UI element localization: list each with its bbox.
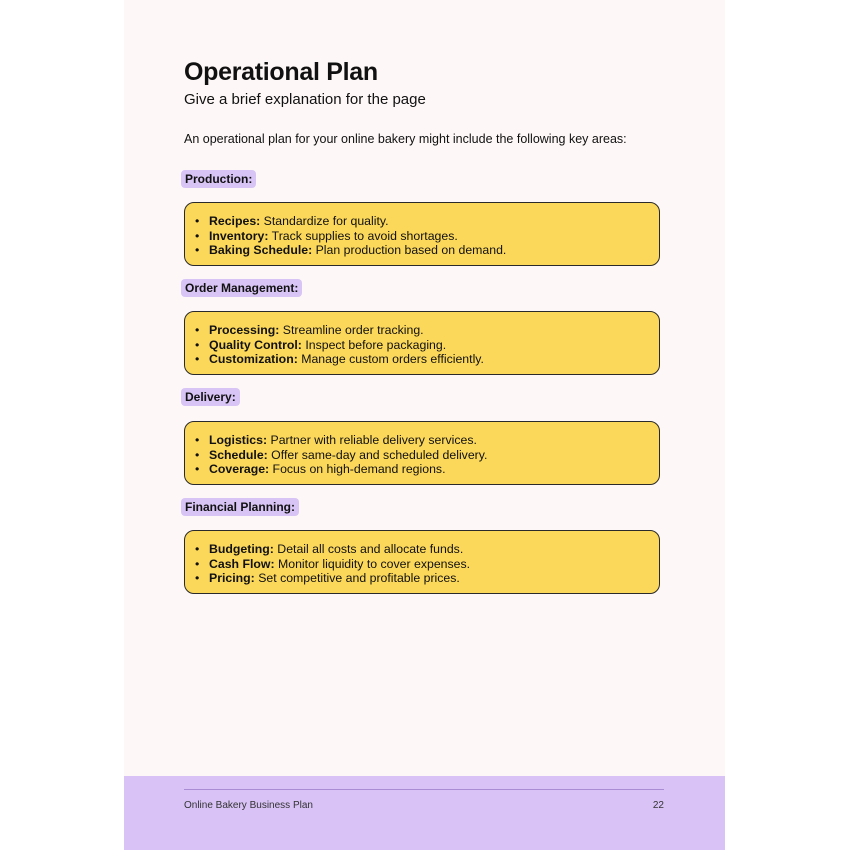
list-item — [195, 557, 470, 572]
section-box-delivery — [184, 421, 660, 485]
item-term: Coverage: — [209, 462, 270, 477]
section-box-production — [184, 202, 660, 266]
item-text: Offer same-day and scheduled delivery. — [267, 447, 488, 462]
item-term: Inventory: — [209, 228, 269, 243]
item-text: Detail all costs and allocate funds. — [273, 542, 464, 556]
item-text: Partner with reliable delivery services. — [267, 433, 477, 447]
item-term: Processing: — [209, 323, 280, 337]
list-item — [195, 323, 484, 338]
intro-text: An operational plan for your online bakery might include the following key areas: — [184, 132, 627, 146]
item-term: Baking Schedule: — [209, 243, 313, 258]
item-text: Focus on high-demand regions. — [269, 462, 446, 477]
item-text: Manage custom orders efficiently. — [297, 352, 484, 367]
item-term: Quality Control: — [209, 337, 302, 352]
list-item — [195, 448, 487, 463]
list-item — [195, 433, 487, 448]
list-item — [195, 462, 487, 477]
page-number: 22 — [652, 800, 664, 811]
list-item — [195, 229, 506, 244]
list-item — [195, 542, 470, 557]
list-item — [195, 352, 484, 367]
page-subtitle: Give a brief explanation for the page — [184, 91, 426, 108]
item-text: Set competitive and profitable prices. — [254, 571, 460, 586]
item-text: Track supplies to avoid shortages. — [268, 228, 458, 243]
section-label-order-management: Order Management: — [181, 279, 302, 297]
item-text: Monitor liquidity to cover expenses. — [274, 556, 471, 571]
item-term: Schedule: — [209, 447, 268, 462]
page-footer — [124, 776, 725, 850]
section-box-order-management — [184, 311, 660, 375]
item-term: Pricing: — [209, 571, 255, 586]
footer-title: Online Bakery Business Plan — [184, 800, 313, 811]
list-item — [195, 571, 470, 586]
item-term: Budgeting: — [209, 542, 274, 556]
page-title: Operational Plan — [184, 58, 378, 86]
document-page — [124, 0, 725, 850]
item-term: Customization: — [209, 352, 298, 367]
item-term: Cash Flow: — [209, 556, 275, 571]
item-term: Recipes: — [209, 214, 261, 228]
item-text: Inspect before packaging. — [301, 337, 447, 352]
section-label-production: Production: — [181, 170, 256, 188]
list-item — [195, 214, 506, 229]
footer-divider — [184, 789, 664, 790]
section-label-delivery: Delivery: — [181, 388, 240, 406]
list-item — [195, 338, 484, 353]
item-term: Logistics: — [209, 433, 268, 447]
list-item — [195, 243, 506, 258]
item-text: Streamline order tracking. — [279, 323, 424, 337]
section-box-financial-planning — [184, 530, 660, 594]
item-text: Plan production based on demand. — [312, 243, 507, 258]
item-text: Standardize for quality. — [260, 214, 389, 228]
section-label-financial-planning: Financial Planning: — [181, 498, 299, 516]
